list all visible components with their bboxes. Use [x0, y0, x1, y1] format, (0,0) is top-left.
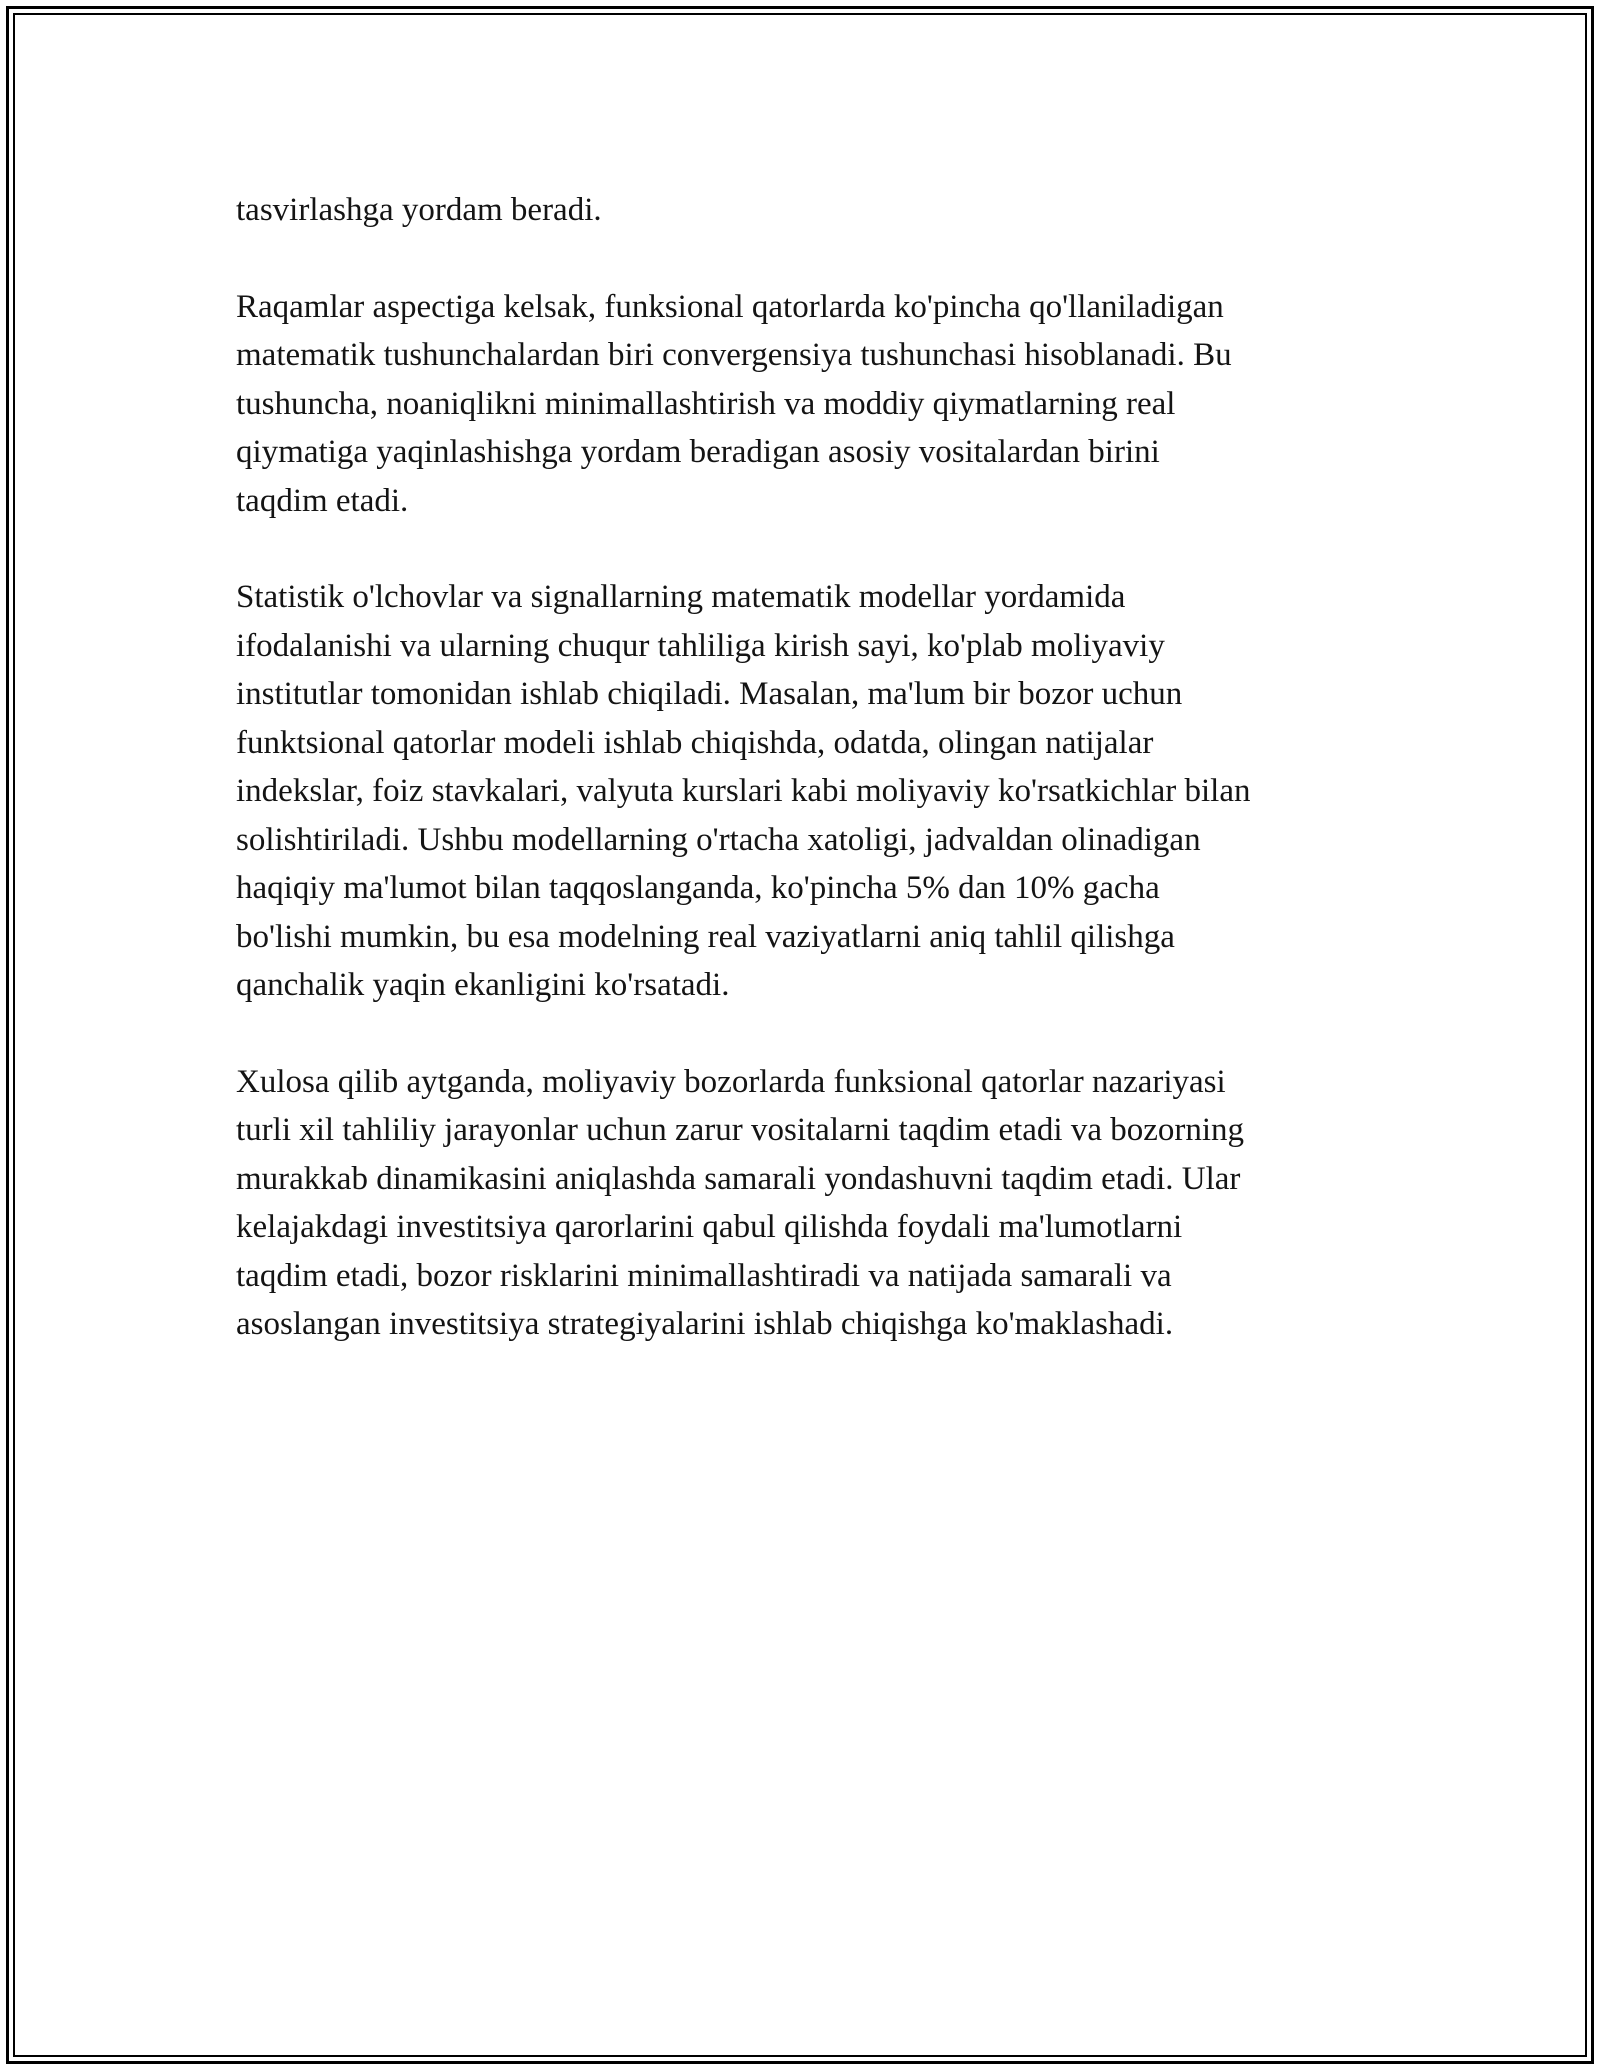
paragraph-statistical-models: Statistik o'lchovlar va signallarning matematik modellar yordamida ifodalanishi va ularning chuqur tahliliga kirish sayi, ko'plab moliyaviy institutlar tomonidan ishlab chiqiladi. Masalan, ma'lum bir bozor uchun funktsional qatorlar modeli ishlab chiqishda, odatda, olingan natijalar indekslar, foiz stavkalari, valyuta kurslari kabi moliyaviy ko'rsatkichlar bilan solishtiriladi. Ushbu modellarning o'rtacha xatoligi, jadvaldan olinadigan haqiqiy ma'lumot bilan taqqoslanganda, ko'pincha 5% dan 10% gacha bo'lishi mumkin, bu esa modelning real vaziyatlarni aniq tahlil qilishga qanchalik yaqin ekanligini ko'rsatadi.: [236, 579, 1251, 1003]
paragraph-intro-fragment: tasvirlashga yordam beradi.: [236, 192, 602, 228]
paragraph-conclusion: Xulosa qilib aytganda, moliyaviy bozorlarda funksional qatorlar nazariyasi turli xil tahliliy jarayonlar uchun zarur vositalarni taqdim etadi va bozorning murakkab dinamikasini aniqlashda samarali yondashuvni taqdim etadi. Ular kelajakdagi investitsiya qarorlarini qabul qilishda foydali ma'lumotlarni taqdim etadi, bozor risklarini minimallashtiradi va natijada samarali va asoslangan investitsiya strategiyalarini ishlab chiqishga ko'maklashadi.: [236, 1063, 1245, 1342]
paragraph-convergence: Raqamlar aspectiga kelsak, funksional qatorlarda ko'pincha qo'llaniladigan matematik tushunchalardan biri convergensiya tushunchasi hisoblanadi. Bu tushuncha, noaniqlikni minimallashtirish va moddiy qiymatlarning real qiymatiga yaqinlashishga yordam beradigan asosiy vositalardan birini taqdim etadi.: [236, 288, 1232, 519]
document-body: [236, 186, 1376, 1397]
